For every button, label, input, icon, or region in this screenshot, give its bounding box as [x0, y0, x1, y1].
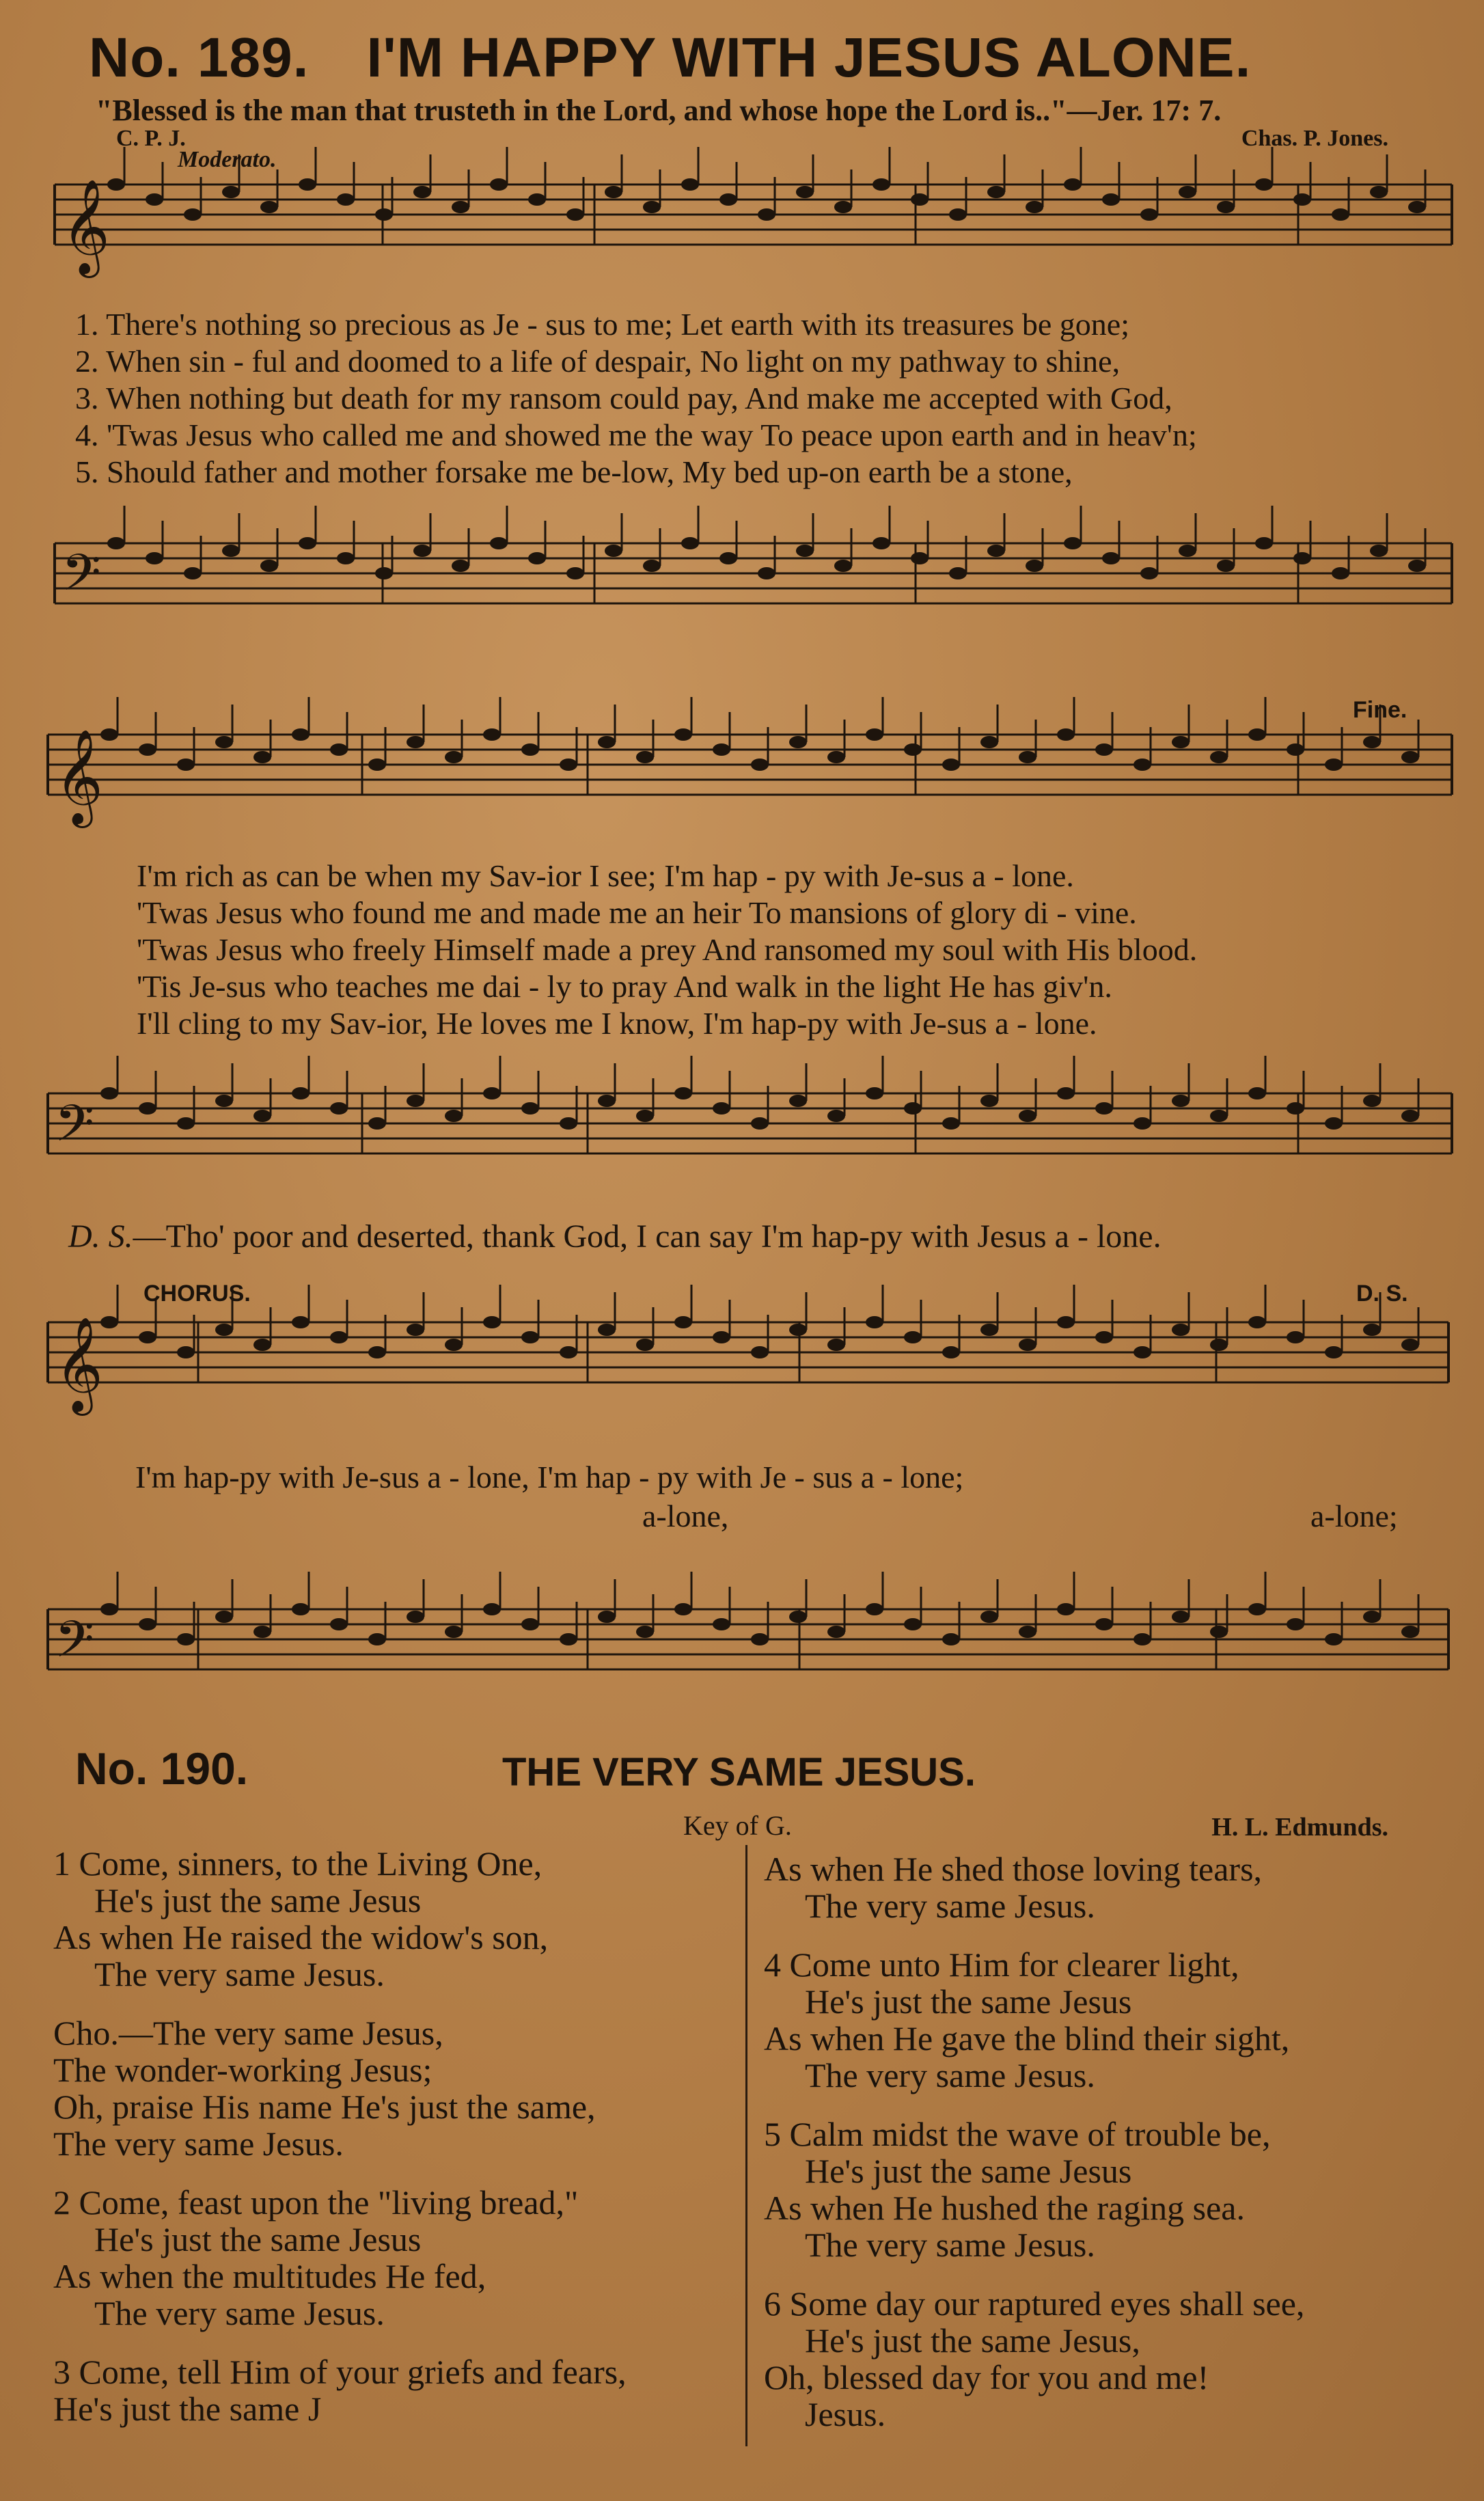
note-head	[1401, 1339, 1419, 1351]
note-head	[375, 567, 393, 579]
stanza-gap	[53, 2332, 737, 2353]
note-head	[528, 552, 546, 564]
note-head	[330, 743, 348, 756]
note-head	[1095, 1102, 1113, 1115]
note-head	[719, 193, 737, 206]
note-head	[413, 186, 431, 198]
note-head	[942, 758, 960, 771]
note-head	[566, 208, 584, 221]
note-head	[1019, 1110, 1036, 1122]
note-head	[445, 751, 463, 763]
note-head	[980, 736, 998, 748]
note-head	[1408, 560, 1426, 572]
note-head	[681, 537, 699, 549]
hymn-line: 3 Come, tell Him of your griefs and fears,	[53, 2353, 627, 2391]
note-head	[636, 1110, 654, 1122]
note-head	[566, 567, 584, 579]
note-head	[1287, 1331, 1304, 1343]
hymn-line: He's just the same J	[53, 2390, 322, 2428]
note-head	[222, 545, 240, 557]
hymn-189-number: No. 189.	[89, 27, 310, 89]
verse-5-line-2: I'll cling to my Sav-ior, He loves me I know, I'm hap-py with Je-sus a - lone.	[137, 1006, 1097, 1041]
verse-4-line-1: 4. 'Twas Jesus who called me and showed me the way To peace upon earth and in heav'n;	[75, 418, 1197, 452]
note-head	[751, 758, 769, 771]
note-head	[330, 1331, 348, 1343]
note-head	[643, 560, 661, 572]
note-head	[758, 567, 775, 579]
note-head	[407, 1324, 424, 1336]
note-head	[1210, 1626, 1228, 1638]
chorus-alone-1: a-lone,	[642, 1499, 729, 1533]
note-head	[598, 736, 616, 748]
note-head	[528, 193, 546, 206]
note-head	[1179, 186, 1196, 198]
note-head	[1057, 728, 1075, 741]
hymn-line: 1 Come, sinners, to the Living One,	[53, 1844, 542, 1883]
note-head	[292, 728, 310, 741]
note-head	[139, 743, 156, 756]
ds-label: D. S.	[68, 1218, 133, 1255]
chorus-label: CHORUS.	[143, 1281, 251, 1307]
stanza-gap	[764, 2094, 1461, 2116]
note-head	[681, 178, 699, 191]
hymn-line: Oh, praise His name He's just the same,	[53, 2088, 596, 2126]
note-head	[1019, 751, 1036, 763]
note-head	[1102, 552, 1120, 564]
note-head	[483, 728, 501, 741]
note-head	[605, 186, 622, 198]
verse-2-line-2: 'Twas Jesus who found me and made me an heir To mansions of glory di - vine.	[137, 895, 1137, 930]
note-head	[942, 1633, 960, 1645]
stanza-gap	[764, 1924, 1461, 1946]
hymn-line: As when He raised the widow's son,	[53, 1918, 549, 1956]
verse-3-line-1: 3. When nothing but death for my ransom could pay, And make me accepted with God,	[75, 381, 1172, 415]
note-head	[139, 1102, 156, 1115]
note-head	[215, 736, 233, 748]
note-head	[980, 1324, 998, 1336]
note-head	[1248, 728, 1266, 741]
note-head	[1363, 1324, 1381, 1336]
note-head	[789, 1324, 807, 1336]
note-head	[713, 1618, 730, 1630]
note-head	[407, 1095, 424, 1107]
note-head	[330, 1618, 348, 1630]
note-head	[375, 208, 393, 221]
note-head	[674, 1603, 692, 1615]
note-head	[1057, 1603, 1075, 1615]
note-head	[636, 751, 654, 763]
note-head	[560, 1346, 577, 1358]
note-head	[796, 186, 814, 198]
note-head	[674, 728, 692, 741]
clef-glyph: 𝄞	[61, 179, 110, 274]
note-head	[184, 567, 202, 579]
note-head	[904, 1331, 922, 1343]
note-head	[636, 1626, 654, 1638]
note-head	[834, 201, 852, 213]
note-head	[368, 758, 386, 771]
note-head	[483, 1603, 501, 1615]
note-head	[866, 728, 883, 741]
note-head	[674, 1087, 692, 1099]
note-head	[1133, 1117, 1151, 1130]
note-head	[560, 1117, 577, 1130]
note-head	[1179, 545, 1196, 557]
note-head	[1140, 208, 1158, 221]
note-head	[987, 186, 1005, 198]
note-head	[560, 758, 577, 771]
note-head	[1210, 751, 1228, 763]
hymn-line: Cho.—The very same Jesus,	[53, 2014, 443, 2052]
note-head	[789, 736, 807, 748]
note-head	[827, 1626, 845, 1638]
note-head	[980, 1095, 998, 1107]
clef-glyph: 𝄞	[55, 1317, 103, 1412]
note-head	[407, 736, 424, 748]
note-head	[184, 208, 202, 221]
note-head	[1293, 552, 1311, 564]
note-head	[521, 1102, 539, 1115]
note-head	[789, 1095, 807, 1107]
note-head	[1408, 201, 1426, 213]
note-head	[751, 1633, 769, 1645]
hymn-line: The very same Jesus.	[94, 2294, 385, 2332]
note-head	[260, 560, 278, 572]
clef-glyph: 𝄢	[55, 1094, 94, 1166]
note-head	[1064, 537, 1082, 549]
note-head	[299, 537, 316, 549]
hymn-line: As when the multitudes He fed,	[53, 2257, 486, 2295]
note-head	[1210, 1339, 1228, 1351]
note-head	[1363, 1611, 1381, 1623]
note-head	[1217, 560, 1235, 572]
hymn-190-author: H. L. Edmunds.	[1211, 1813, 1388, 1842]
clef-glyph: 𝄢	[55, 1610, 94, 1682]
note-head	[260, 201, 278, 213]
note-head	[215, 1095, 233, 1107]
hymn-line: Jesus.	[805, 2395, 886, 2433]
note-head	[713, 743, 730, 756]
note-head	[100, 1603, 118, 1615]
note-head	[1287, 1618, 1304, 1630]
note-head	[1095, 743, 1113, 756]
hymn-line: As when He gave the blind their sight,	[764, 2019, 1290, 2058]
verse-3-line-2: 'Twas Jesus who freely Himself made a prey And ransomed my soul with His blood.	[137, 932, 1198, 967]
hymn-189-words-by: C. P. J.	[116, 126, 186, 151]
verse-1-line-2: I'm rich as can be when my Sav-ior I see; I'm hap - py with Je-sus a - lone.	[137, 858, 1074, 893]
note-head	[560, 1633, 577, 1645]
note-head	[1172, 1611, 1190, 1623]
note-head	[177, 1633, 195, 1645]
note-head	[139, 1618, 156, 1630]
note-head	[1287, 1102, 1304, 1115]
chorus-alone-2: a-lone;	[1310, 1499, 1398, 1533]
note-head	[1363, 1095, 1381, 1107]
stanza-gap	[764, 2263, 1461, 2285]
note-head	[1363, 736, 1381, 748]
note-head	[337, 552, 355, 564]
note-head	[521, 1618, 539, 1630]
note-head	[490, 537, 508, 549]
note-head	[146, 552, 163, 564]
note-head	[1057, 1316, 1075, 1328]
note-head	[1019, 1626, 1036, 1638]
note-head	[1370, 545, 1388, 557]
hymn-line: The very same Jesus.	[53, 2124, 344, 2163]
note-head	[445, 1110, 463, 1122]
verse-1-line-1: 1. There's nothing so precious as Je - sus to me; Let earth with its treasures be gone;	[75, 307, 1129, 342]
note-head	[222, 186, 240, 198]
note-head	[1401, 1626, 1419, 1638]
note-head	[413, 545, 431, 557]
note-head	[872, 178, 890, 191]
note-head	[1325, 1633, 1343, 1645]
note-head	[713, 1331, 730, 1343]
note-head	[146, 193, 163, 206]
hymn-line: He's just the same Jesus,	[805, 2321, 1140, 2360]
note-head	[177, 1117, 195, 1130]
note-head	[1325, 758, 1343, 771]
note-head	[1095, 1618, 1113, 1630]
note-head	[1057, 1087, 1075, 1099]
note-head	[713, 1102, 730, 1115]
note-head	[1248, 1316, 1266, 1328]
hymn-line: The very same Jesus.	[805, 2226, 1095, 2264]
note-head	[1255, 537, 1273, 549]
note-head	[605, 545, 622, 557]
note-head	[1401, 751, 1419, 763]
note-head	[949, 208, 967, 221]
clef-glyph: 𝄞	[55, 729, 103, 824]
note-head	[1133, 1633, 1151, 1645]
note-head	[107, 537, 125, 549]
note-head	[758, 208, 775, 221]
note-head	[1172, 1324, 1190, 1336]
note-head	[253, 1339, 271, 1351]
hymn-190-title: THE VERY SAME JESUS.	[502, 1750, 976, 1794]
note-head	[1370, 186, 1388, 198]
note-head	[1255, 178, 1273, 191]
note-head	[445, 1626, 463, 1638]
ds-text: —Tho' poor and deserted, thank God, I can say I'm hap-py with Jesus a - lone.	[133, 1218, 1162, 1255]
note-head	[1293, 193, 1311, 206]
note-head	[452, 201, 469, 213]
note-head	[407, 1611, 424, 1623]
note-head	[834, 560, 852, 572]
note-head	[215, 1611, 233, 1623]
note-head	[292, 1603, 310, 1615]
column-divider	[745, 1845, 747, 2446]
hymn-line: He's just the same Jesus	[805, 2152, 1132, 2190]
note-head	[253, 751, 271, 763]
hymn-line: 2 Come, feast upon the "living bread,"	[53, 2183, 579, 2222]
hymn-line: He's just the same Jesus	[805, 1982, 1132, 2021]
note-head	[751, 1346, 769, 1358]
note-head	[1019, 1339, 1036, 1351]
hymn-line: The very same Jesus.	[805, 1887, 1095, 1925]
note-head	[1026, 201, 1043, 213]
verse-5-line-1: 5. Should father and mother forsake me be-low, My bed up-on earth be a stone,	[75, 454, 1073, 489]
note-head	[215, 1324, 233, 1336]
chorus-ds-marking: D. S.	[1356, 1281, 1408, 1307]
note-head	[292, 1316, 310, 1328]
note-head	[483, 1087, 501, 1099]
note-head	[1172, 1095, 1190, 1107]
note-head	[253, 1626, 271, 1638]
note-head	[368, 1117, 386, 1130]
note-head	[827, 1339, 845, 1351]
note-head	[911, 552, 929, 564]
note-head	[980, 1611, 998, 1623]
hymn-line: As when He shed those loving tears,	[764, 1850, 1263, 1888]
hymn-line: As when He hushed the raging sea.	[764, 2189, 1245, 2227]
note-head	[904, 1102, 922, 1115]
note-head	[330, 1102, 348, 1115]
note-head	[674, 1316, 692, 1328]
hymn-189-title: I'M HAPPY WITH JESUS ALONE.	[366, 27, 1252, 89]
note-head	[1064, 178, 1082, 191]
note-head	[1332, 567, 1349, 579]
note-head	[1401, 1110, 1419, 1122]
note-head	[866, 1603, 883, 1615]
hymn-line: He's just the same Jesus	[94, 2220, 422, 2258]
note-head	[521, 1331, 539, 1343]
note-head	[987, 545, 1005, 557]
note-head	[483, 1316, 501, 1328]
stanza-gap	[53, 1993, 737, 2014]
note-head	[827, 1110, 845, 1122]
note-head	[904, 743, 922, 756]
hymn-line: The wonder-working Jesus;	[53, 2051, 432, 2089]
verse-4-line-2: 'Tis Je-sus who teaches me dai - ly to pray And walk in the light He has giv'n.	[137, 969, 1112, 1004]
verse-2-line-1: 2. When sin - ful and doomed to a life of despair, No light on my pathway to shine,	[75, 344, 1121, 379]
note-head	[827, 751, 845, 763]
hymn-line: The very same Jesus.	[94, 1955, 385, 1993]
note-head	[598, 1611, 616, 1623]
hymn-line: 6 Some day our raptured eyes shall see,	[764, 2284, 1305, 2323]
note-head	[1217, 201, 1235, 213]
note-head	[904, 1618, 922, 1630]
note-head	[751, 1117, 769, 1130]
hymn-190-number: No. 190.	[75, 1743, 249, 1794]
note-head	[1325, 1117, 1343, 1130]
note-head	[368, 1633, 386, 1645]
note-head	[1026, 560, 1043, 572]
note-head	[139, 1331, 156, 1343]
note-head	[445, 1339, 463, 1351]
hymn-189-scripture: "Blessed is the man that trusteth in the Lord, and whose hope the Lord is.."—Jer. 17: 7.	[96, 94, 1222, 127]
clef-glyph: 𝄢	[61, 543, 101, 615]
note-head	[1332, 208, 1349, 221]
note-head	[1172, 736, 1190, 748]
note-head	[1140, 567, 1158, 579]
note-head	[337, 193, 355, 206]
hymn-line: Oh, blessed day for you and me!	[764, 2358, 1209, 2396]
stanza-gap	[53, 2162, 737, 2184]
hymn-line: 5 Calm midst the wave of trouble be,	[764, 2115, 1271, 2153]
hymn-189-music-by: Chas. P. Jones.	[1241, 126, 1388, 151]
note-head	[1133, 1346, 1151, 1358]
chorus-lyric-line: I'm hap-py with Je-sus a - lone, I'm hap - py with Je - sus a - lone;	[135, 1460, 964, 1494]
note-head	[368, 1346, 386, 1358]
hymn-line: He's just the same Jesus	[94, 1881, 422, 1919]
note-head	[911, 193, 929, 206]
ds-instruction	[68, 1218, 1162, 1255]
note-head	[949, 567, 967, 579]
hymn-190-key: Key of G.	[683, 1810, 792, 1841]
note-head	[253, 1110, 271, 1122]
note-head	[177, 1346, 195, 1358]
note-head	[872, 537, 890, 549]
note-head	[866, 1087, 883, 1099]
note-head	[1248, 1087, 1266, 1099]
note-head	[1102, 193, 1120, 206]
note-head	[866, 1316, 883, 1328]
note-head	[292, 1087, 310, 1099]
note-head	[598, 1324, 616, 1336]
note-head	[1287, 743, 1304, 756]
note-head	[452, 560, 469, 572]
note-head	[942, 1346, 960, 1358]
note-head	[1325, 1346, 1343, 1358]
note-head	[490, 178, 508, 191]
note-head	[643, 201, 661, 213]
note-head	[177, 758, 195, 771]
note-head	[1210, 1110, 1228, 1122]
note-head	[1095, 1331, 1113, 1343]
note-head	[100, 1087, 118, 1099]
hymn-190-left-column	[53, 1845, 737, 2427]
note-head	[796, 545, 814, 557]
hymn-189-tempo: Moderato.	[178, 147, 277, 172]
note-head	[942, 1117, 960, 1130]
hymn-190-right-column	[764, 1850, 1461, 2433]
hymn-line: The very same Jesus.	[805, 2056, 1095, 2094]
note-head	[299, 178, 316, 191]
fine-marking: Fine.	[1353, 697, 1407, 723]
note-head	[598, 1095, 616, 1107]
note-head	[521, 743, 539, 756]
note-head	[1133, 758, 1151, 771]
note-head	[1248, 1603, 1266, 1615]
hymn-line: 4 Come unto Him for clearer light,	[764, 1945, 1239, 1984]
note-head	[789, 1611, 807, 1623]
note-head	[636, 1339, 654, 1351]
note-head	[719, 552, 737, 564]
